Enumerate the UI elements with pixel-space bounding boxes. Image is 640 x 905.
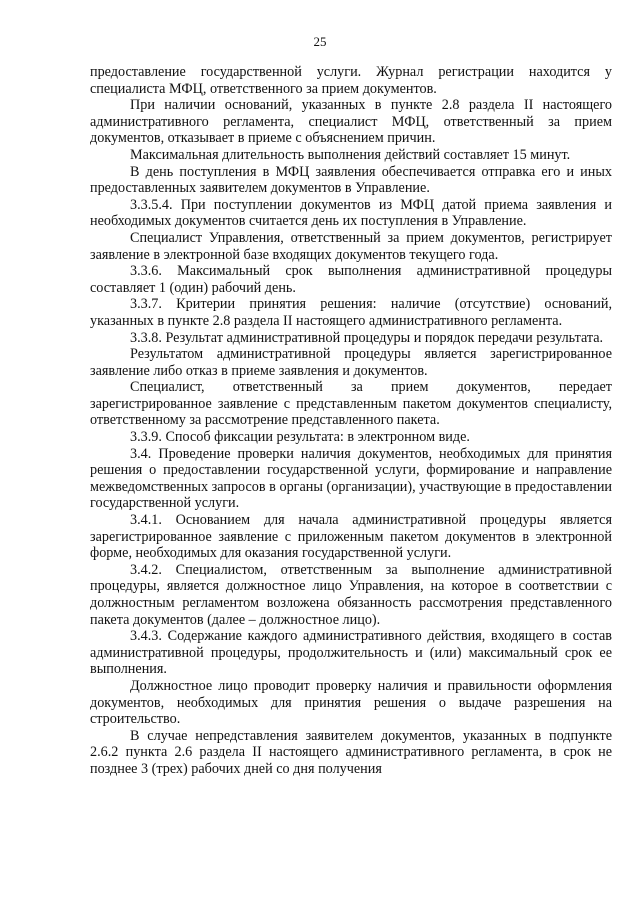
paragraph: Максимальная длительность выполнения действий составляет 15 минут. — [130, 146, 571, 163]
paragraph: Специалист, ответственный за прием документов, передает зарегистрированное заявление с представленным пакетом документов специалисту, ответственному за рассмотрение представленного пакета. — [90, 379, 612, 429]
paragraph: 3.4. Проведение проверки наличия документов, необходимых для принятия решения о предоставлении государственной услуги, формирование и направление межведомственных запросов в органы (организации), участвующие в предоставлении государственной услуги. — [90, 445, 612, 512]
paragraph: 3.3.8. Результат административной процедуры и порядок передачи результата. — [130, 329, 604, 346]
document-body — [90, 64, 612, 778]
page-number: 25 — [313, 34, 327, 49]
paragraph: 3.4.2. Специалистом, ответственным за выполнение административной процедуры, является должностное лицо Управления, на которое в соответствии с должностным регламентом возложена обязанность рассмотрения представленного пакета документов (далее – должностное лицо). — [90, 561, 612, 628]
paragraph: 3.3.6. Максимальный срок выполнения административной процедуры составляет 1 (один) рабочий день. — [90, 263, 612, 296]
paragraph: Должностное лицо проводит проверку наличия и правильности оформления документов, необходимых для принятия решения о выдаче разрешения на строительство. — [90, 677, 612, 728]
paragraph: В день поступления в МФЦ заявления обеспечивается отправка его и иных предоставленных заявителем документов в Управление. — [90, 163, 612, 197]
paragraph: 3.4.1. Основанием для начала административной процедуры является зарегистрированное заявление с приложенным пакетом документов в электронной форме, необходимых для оказания государственной услуги. — [90, 512, 612, 562]
paragraph: В случае непредставления заявителем документов, указанных в подпункте 2.6.2 пункта 2.6 раздела II настоящего административного регламента, в срок не позднее 3 (трех) рабочих дней со дня получения — [90, 727, 612, 777]
paragraph: 3.3.9. Способ фиксации результата: в электронном виде. — [130, 429, 470, 446]
paragraph: При наличии оснований, указанных в пункте 2.8 раздела II настоящего административного регламента, специалист МФЦ, ответственный за прием документов, отказывает в приеме с объяснением причин. — [90, 97, 612, 147]
paragraph: 3.4.3. Содержание каждого административного действия, входящего в состав административной процедуры, продолжительность и (или) максимальный срок ее выполнения. — [90, 628, 612, 678]
paragraph: Специалист Управления, ответственный за прием документов, регистрирует заявление в электронной базе входящих документов текущего года. — [90, 229, 612, 263]
paragraph: 3.3.5.4. При поступлении документов из МФЦ датой приема заявления и необходимых документов считается день их поступления в Управление. — [90, 196, 612, 230]
paragraph: Результатом административной процедуры является зарегистрированное заявление либо отказ в приеме заявления и документов. — [90, 346, 612, 379]
paragraph: предоставление государственной услуги. Журнал регистрации находится у специалиста МФЦ, ответственного за прием документов. — [90, 64, 612, 97]
paragraph: 3.3.7. Критерии принятия решения: наличие (отсутствие) оснований, указанных в пункте 2.8 раздела II настоящего административного регламента. — [90, 296, 612, 329]
